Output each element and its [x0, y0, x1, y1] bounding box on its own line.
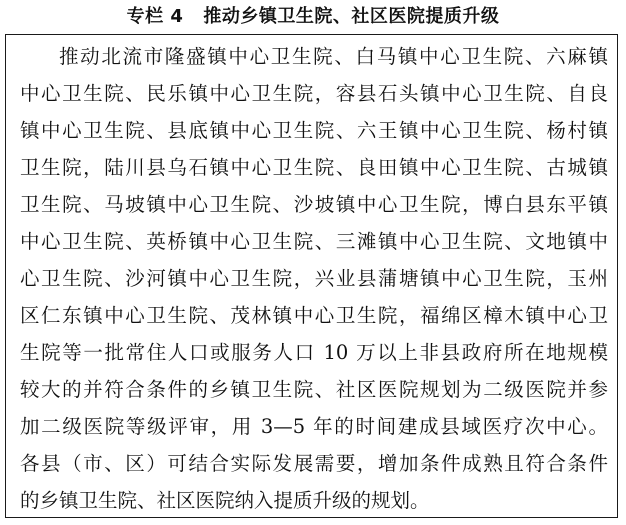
box-heading [0, 6, 626, 28]
box-text-line: 加二级医院等级评审，用 3—5 年的时间建成县域医疗次中心。 [20, 415, 608, 438]
box-text-line: 较大的并符合条件的乡镇卫生院、社区医院规划为二级医院并参 [20, 378, 608, 401]
box-frame [5, 34, 618, 518]
box-text-line: 卫生院，陆川县乌石镇中心卫生院、良田镇中心卫生院、古城镇 [20, 156, 608, 179]
box-text-line: 卫生院、马坡镇中心卫生院、沙坡镇中心卫生院，博白县东平镇 [20, 193, 608, 216]
box-text-line: 中心卫生院、民乐镇中心卫生院，容县石头镇中心卫生院、自良 [20, 82, 608, 105]
box-text-line: 镇中心卫生院、县底镇中心卫生院、六王镇中心卫生院、杨村镇 [20, 119, 608, 142]
box-text-line: 生院等一批常住人口或服务人口 10 万以上非县政府所在地规模 [20, 341, 608, 364]
box-text-line: 推动北流市隆盛镇中心卫生院、白马镇中心卫生院、六麻镇 [59, 45, 608, 68]
box-text-line: 的乡镇卫生院、社区医院纳入提质升级的规划。 [20, 489, 430, 512]
box-text-line: 各县（市、区）可结合实际发展需要，增加条件成熟且符合条件 [20, 452, 608, 475]
box-title: 推动乡镇卫生院、社区医院提质升级 [203, 6, 500, 27]
box-text-line: 心卫生院、沙河镇中心卫生院，兴业县蒲塘镇中心卫生院，玉州 [20, 267, 608, 290]
box-text-line: 区仁东镇中心卫生院、茂林镇中心卫生院，福绵区樟木镇中心卫 [20, 304, 608, 327]
box-label: 专栏 4 [126, 6, 184, 27]
box-text-line: 中心卫生院、英桥镇中心卫生院、三滩镇中心卫生院、文地镇中 [20, 230, 608, 253]
